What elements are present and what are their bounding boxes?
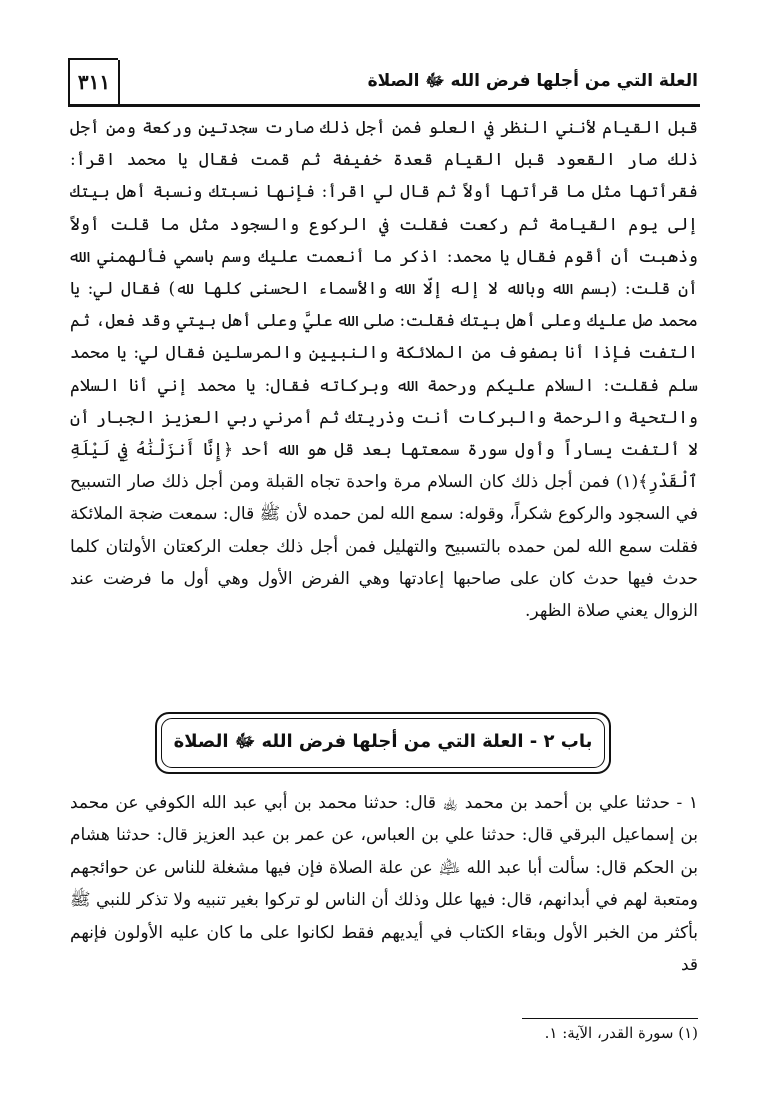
body-paragraph: قبل القيام لأنني النظر في العلو فمن أجل ذلك صارت سجدتين وركعة ومن أجل ذلك صار القعود قبل القيام قعدة خفيفة ثم قمت فقال يا محمد اقرأ: فقرأتها مثل ما قرأتها أولاً ثم قال لي اقرأ: فإنها نسبتك ونسبة أهل بيتك إلى يوم القيامة ثم ركعت فقلت في الركوع والسجود مثل ما قلت أولاً وذهبت أن أقوم فقال يا محمد: اذكر ما أنعمت عليك وسم باسمي فألهمني الله أن قلت: (بسم الله وبالله لا إله إلّا الله والأسماء الحسنى كلها لله) فقال لي: يا محمد صل عليك وعلى أهل بيتك فقلت: صلى الله عليَّ وعلى أهل بيتي وقد فعل، ثم التفت فإذا أنا بصفوف من الملائكة والنبيين والمرسلين فقال لي: يا محمد سلم فقلت: السلام عليكم ورحمة الله وبركاته فقال: يا محمد إني أنا السلام والتحية والرحمة والبركات أنت وذريتك ثم أمرني ربي العزيز الجبار أن لا ألتفت يساراً وأول سورة سمعتها بعد قل هو الله أحد ﴿إِنَّا أَنزَلْنَٰهُ فِي لَيْلَةِ ٱلْقَدْرِ﴾(١) فمن أجل ذلك كان السلام مرة واحدة تجاه القبلة ومن أجل ذلك صار التسبيح في السجود والركوع شكراً، وقوله: سمع الله لمن حمده لأن ﷺ قال: سمعت ضجة الملائكة فقلت سمع الله لمن حمده بالتسبيح والتهليل فمن أجل ذلك جعلت الركعتان الأولتان كلما حدث فيها حدث كان على صاحبها إعادتها وهي الفرض الأول وهي أول ما فرضت عند الزوال يعني صلاة الظهر.	[70, 118, 698, 622]
main-text-block	[70, 112, 698, 627]
header-rule	[68, 104, 700, 107]
running-header-title: العلة التي من أجلها فرض الله ﷻ الصلاة	[367, 70, 698, 91]
section-paragraph: ١ - حدثنا علي بن أحمد بن محمد ﵀ قال: حدثنا محمد بن أبي عبد الله الكوفي عن محمد بن إسماعيل البرقي قال: حدثنا علي بن العباس، عن عمر بن عبد العزيز قال: حدثنا هشام بن الحكم قال: سألت أبا عبد الله ﵇ عن علة الصلاة فإن فيها مشغلة للناس عن حوائجهم ومتعبة لهم في أبدانهم، قال: فيها علل وذلك أن الناس لو تركوا بغير تنبيه ولا تذكر للنبي ﷺ بأكثر من الخبر الأول وبقاء الكتاب في أيديهم فقط لكانوا على ما كان عليه الأولون فإنهم قد	[70, 793, 698, 976]
section-text-block	[70, 787, 698, 981]
chapter-heading: باب ٢ - العلة التي من أجلها فرض الله ﷻ الصلاة	[161, 718, 605, 768]
footnote-divider	[522, 1018, 698, 1019]
chapter-heading-frame	[155, 712, 611, 774]
page-number: ٣١١	[68, 60, 120, 104]
footnote: (١) سورة القدر، الآية: ١.	[544, 1024, 698, 1042]
running-header	[68, 60, 700, 104]
